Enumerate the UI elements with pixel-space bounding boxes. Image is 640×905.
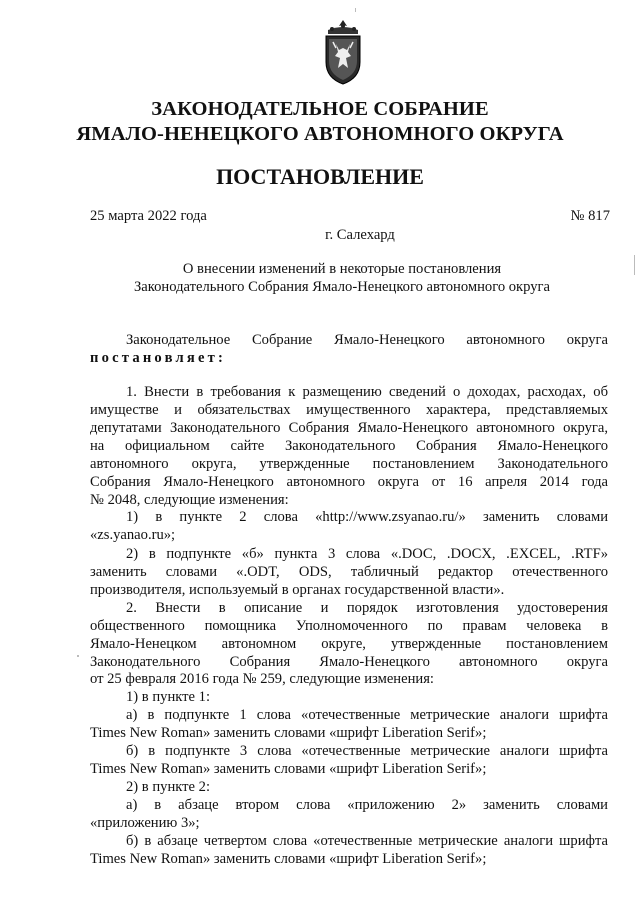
- document-number: № 817: [570, 208, 610, 224]
- body-line: «zs.yanao.ru»;: [90, 527, 176, 543]
- body-line: Ямало-Ненецком автономном округе, утвержденные постановлением: [90, 636, 608, 652]
- preamble-word: Законодательное: [126, 332, 231, 348]
- coat-of-arms-emblem: [318, 18, 368, 86]
- organization-name-line1: ЗАКОНОДАТЕЛЬНОЕ СОБРАНИЕ: [151, 98, 489, 120]
- body-line: 2) в подпункте «б» пункта 3 слова «.DOC, .DOCX, .EXCEL, .RTF»: [126, 546, 608, 562]
- resolves-word: постановляет:: [90, 350, 227, 366]
- organization-name-line2: ЯМАЛО-НЕНЕЦКОГО АВТОНОМНОГО ОКРУГА: [76, 123, 564, 145]
- subject-line-2: Законодательного Собрания Ямало-Ненецкого автономного округа: [133, 279, 551, 295]
- body-line: 1) в пункте 2 слова «http://www.zsyanao.ru/» заменить словами: [126, 509, 608, 525]
- preamble-word: Ямало-Ненецкого: [334, 332, 445, 348]
- body-line: а) в абзаце втором слова «приложению 2» заменить словами: [126, 797, 608, 813]
- body-line: общественного помощника Уполномоченного по правам человека в: [90, 618, 608, 634]
- body-line: Times New Roman» заменить словами «шрифт Liberation Serif»;: [90, 761, 487, 777]
- document-type-title: ПОСТАНОВЛЕНИЕ: [216, 164, 424, 189]
- body-line: Собрания Ямало-Ненецкого автономного округа от 16 апреля 2014 года: [90, 474, 608, 490]
- preamble-line: [126, 331, 608, 349]
- body-line: на официальном сайте Законодательного Собрания Ямало-Ненецкого: [90, 438, 608, 454]
- scan-edge-mark: [634, 255, 635, 275]
- document-date: 25 марта 2022 года: [90, 208, 207, 224]
- preamble-word: Собрание: [251, 332, 313, 348]
- subject-line-1: О внесении изменений в некоторые постановления: [182, 261, 502, 277]
- body-line: Законодательного Собрания Ямало-Ненецкого автономного округа: [90, 654, 608, 670]
- body-line: производителя, используемый в органах государственной власти».: [90, 582, 505, 598]
- scan-speck: [355, 8, 356, 12]
- body-line: 2) в пункте 2:: [126, 779, 211, 795]
- body-line: имуществе и обязательствах имущественного характера, представляемых: [90, 402, 608, 418]
- body-line: 2. Внести в описание и порядок изготовления удостоверения: [126, 600, 608, 616]
- preamble-word: автономного: [466, 332, 545, 348]
- body-line: № 2048, следующие изменения:: [90, 492, 289, 508]
- body-line: 1. Внести в требования к размещению сведений о доходах, расходах, об: [126, 384, 608, 400]
- body-line: заменить словами «.ODT, ODS, табличный редактор отечественного: [90, 564, 608, 580]
- body-line: «приложению 3»;: [90, 815, 200, 831]
- body-line: 1) в пункте 1:: [126, 689, 211, 705]
- body-line: Times New Roman» заменить словами «шрифт Liberation Serif»;: [90, 851, 487, 867]
- body-line: автономного округа, утвержденные постановлением Законодательного: [90, 456, 608, 472]
- body-line: а) в подпункте 1 слова «отечественные метрические аналоги шрифта: [126, 707, 608, 723]
- body-line: депутатами Законодательного Собрания Ямало-Ненецкого автономного округа,: [90, 420, 608, 436]
- scan-speck: [77, 655, 79, 657]
- body-line: от 25 февраля 2016 года № 259, следующие изменения:: [90, 671, 434, 687]
- body-line: б) в абзаце четвертом слова «отечественные метрические аналоги шрифта: [126, 833, 608, 849]
- document-city: г. Салехард: [325, 227, 395, 243]
- body-line: Times New Roman» заменить словами «шрифт Liberation Serif»;: [90, 725, 487, 741]
- body-line: б) в подпункте 3 слова «отечественные метрические аналоги шрифта: [126, 743, 608, 759]
- preamble-word: округа: [566, 332, 608, 348]
